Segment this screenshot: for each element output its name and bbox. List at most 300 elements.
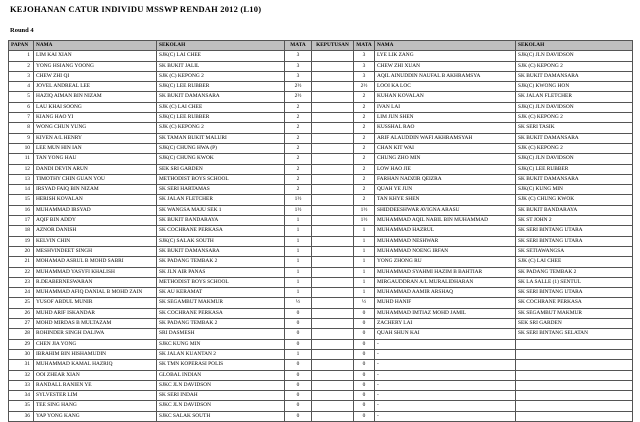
cell-keputusan	[312, 298, 354, 308]
cell-sekolah-white: METHODIST BOYS SCHOOL	[157, 277, 285, 287]
cell-nama-black: MUHAMMAD HAZRUL	[375, 226, 516, 236]
cell-sekolah-black	[516, 370, 633, 380]
cell-mata-white: 1½	[285, 195, 312, 205]
cell-nama-black: LOOI KA LOC	[375, 82, 516, 92]
cell-nama-black: CHAN KIT WAI	[375, 143, 516, 153]
cell-sekolah-black: SJK(C) JLN DAVIDSON	[516, 154, 633, 164]
cell-mata-white: 2	[285, 133, 312, 143]
cell-sekolah-black: SK ST JOHN 2	[516, 216, 633, 226]
cell-mata-black: 1	[354, 257, 375, 267]
cell-keputusan	[312, 133, 354, 143]
header-sekolah-white: SEKOLAH	[157, 41, 285, 51]
cell-mata-white: 1	[285, 236, 312, 246]
cell-papan: 15	[9, 195, 34, 205]
cell-papan: 12	[9, 164, 34, 174]
cell-nama-black: -	[375, 370, 516, 380]
cell-mata-white: 0	[285, 370, 312, 380]
cell-mata-black: 1½	[354, 205, 375, 215]
cell-sekolah-white: SJK(C) LEE RUBBER	[157, 82, 285, 92]
cell-mata-black: 2½	[354, 82, 375, 92]
cell-papan: 2	[9, 61, 34, 71]
cell-sekolah-black: SK COCHRANE PERKASA	[516, 298, 633, 308]
cell-nama-black: LYE LIK ZANG	[375, 51, 516, 61]
cell-mata-white: 0	[285, 329, 312, 339]
cell-mata-black: 2	[354, 133, 375, 143]
cell-mata-white: 2	[285, 143, 312, 153]
cell-sekolah-white: SK TAMAN BUKIT MALURI	[157, 133, 285, 143]
cell-papan: 33	[9, 380, 34, 390]
cell-nama-black: KUSSHAL RAO	[375, 123, 516, 133]
cell-nama-black: KUHAN KOVALAN	[375, 92, 516, 102]
cell-keputusan	[312, 349, 354, 359]
cell-nama-white: TIMOTHY CHIN GUAN YOU	[34, 174, 157, 184]
cell-papan: 18	[9, 226, 34, 236]
cell-mata-white: 1	[285, 267, 312, 277]
table-row	[9, 246, 633, 256]
cell-keputusan	[312, 102, 354, 112]
table-row	[9, 319, 633, 329]
cell-mata-black: 0	[354, 360, 375, 370]
table-row	[9, 195, 633, 205]
cell-papan: 26	[9, 308, 34, 318]
cell-keputusan	[312, 185, 354, 195]
cell-sekolah-white: SJKC JLN DAVIDSON	[157, 401, 285, 411]
cell-papan: 28	[9, 329, 34, 339]
cell-keputusan	[312, 236, 354, 246]
cell-sekolah-white: SJK(C) SALAK SOUTH	[157, 236, 285, 246]
cell-sekolah-black	[516, 411, 633, 421]
cell-nama-black: -	[375, 339, 516, 349]
pairings-table	[8, 40, 633, 422]
cell-mata-black: 0	[354, 339, 375, 349]
cell-papan: 23	[9, 277, 34, 287]
cell-sekolah-white: SJK (C) KEPONG 2	[157, 123, 285, 133]
cell-nama-white: LEE MUN HIN IAN	[34, 143, 157, 153]
table-row	[9, 339, 633, 349]
cell-nama-white: IRSYAD FAIQ BIN NIZAM	[34, 185, 157, 195]
table-row	[9, 267, 633, 277]
cell-nama-white: MESHVINDEET SINGH	[34, 246, 157, 256]
table-row	[9, 308, 633, 318]
header-nama-black: NAMA	[375, 41, 516, 51]
cell-nama-white: YAP YONG KANG	[34, 411, 157, 421]
cell-mata-black: 3	[354, 71, 375, 81]
cell-sekolah-black: SK SERI BINTANG UTARA	[516, 236, 633, 246]
cell-mata-white: 1	[285, 226, 312, 236]
cell-nama-white: AQIF BIN ADDY	[34, 216, 157, 226]
cell-sekolah-black	[516, 339, 633, 349]
cell-sekolah-white: SK BUKIT JALIL	[157, 61, 285, 71]
cell-nama-black: -	[375, 380, 516, 390]
cell-nama-black: LOW HAO JIE	[375, 164, 516, 174]
cell-mata-black: 0	[354, 308, 375, 318]
cell-sekolah-white: SK TMN KOPERASI POLIS	[157, 360, 285, 370]
cell-papan: 36	[9, 411, 34, 421]
header-sekolah-black: SEKOLAH	[516, 41, 633, 51]
cell-sekolah-white: SK COCHRANE PERKASA	[157, 226, 285, 236]
cell-papan: 29	[9, 339, 34, 349]
table-header-row	[9, 41, 633, 51]
cell-papan: 31	[9, 360, 34, 370]
cell-nama-white: DANDI DEVIN ARUN	[34, 164, 157, 174]
cell-papan: 21	[9, 257, 34, 267]
cell-mata-black: 2	[354, 123, 375, 133]
cell-sekolah-black: SJK (C) LAI CHEE	[516, 257, 633, 267]
cell-mata-black: 1	[354, 277, 375, 287]
cell-sekolah-white: SK PADANG TEMBAK 2	[157, 319, 285, 329]
cell-mata-black: 0	[354, 391, 375, 401]
cell-keputusan	[312, 71, 354, 81]
cell-sekolah-black: SK BUKIT DAMANSARA	[516, 71, 633, 81]
cell-mata-black: 1½	[354, 216, 375, 226]
cell-nama-white: AZNOR DANISH	[34, 226, 157, 236]
cell-nama-black: -	[375, 391, 516, 401]
cell-keputusan	[312, 123, 354, 133]
table-row	[9, 380, 633, 390]
table-row	[9, 329, 633, 339]
cell-keputusan	[312, 61, 354, 71]
cell-nama-white: R.DEABERNESWARAN	[34, 277, 157, 287]
table-row	[9, 82, 633, 92]
cell-keputusan	[312, 216, 354, 226]
table-row	[9, 164, 633, 174]
cell-nama-black: ARIF ALAUDDIN WAFI AKHRAMSYAH	[375, 133, 516, 143]
cell-nama-white: KIVEN A/L HENRY	[34, 133, 157, 143]
cell-nama-black: YONG ZHONG RU	[375, 257, 516, 267]
cell-sekolah-white: SJK(C) CHUNG KWOK	[157, 154, 285, 164]
cell-mata-black: ½	[354, 298, 375, 308]
cell-mata-white: 0	[285, 411, 312, 421]
cell-mata-black: 3	[354, 51, 375, 61]
cell-mata-black: 0	[354, 380, 375, 390]
cell-sekolah-black: SK BUKIT BANDARAYA	[516, 205, 633, 215]
cell-keputusan	[312, 82, 354, 92]
cell-nama-white: MOHD MIRDAS B MULTAZAM	[34, 319, 157, 329]
cell-nama-black: MUHAMMAD AQIL NABIL BIN MUHAMMAD	[375, 216, 516, 226]
table-row	[9, 216, 633, 226]
cell-nama-white: MUHAMMAD AFIQ DANIAL B MOHD ZAIN	[34, 288, 157, 298]
cell-keputusan	[312, 205, 354, 215]
cell-keputusan	[312, 391, 354, 401]
cell-keputusan	[312, 308, 354, 318]
cell-keputusan	[312, 360, 354, 370]
cell-mata-black: 2	[354, 92, 375, 102]
cell-keputusan	[312, 329, 354, 339]
cell-sekolah-white: SK JALAN FLETCHER	[157, 195, 285, 205]
cell-mata-black: 2	[354, 154, 375, 164]
table-body	[9, 51, 633, 422]
cell-nama-white: YUSOF ABDUL MUNIR	[34, 298, 157, 308]
cell-nama-black: MUHAMMAD NESHWAR	[375, 236, 516, 246]
cell-mata-black: 1	[354, 226, 375, 236]
cell-mata-black: 0	[354, 319, 375, 329]
cell-nama-white: JOVEL ANDREAL LEE	[34, 82, 157, 92]
cell-papan: 27	[9, 319, 34, 329]
table-row	[9, 174, 633, 184]
cell-mata-white: 1	[285, 277, 312, 287]
cell-sekolah-black	[516, 360, 633, 370]
cell-mata-black: 1	[354, 236, 375, 246]
cell-papan: 17	[9, 216, 34, 226]
cell-keputusan	[312, 113, 354, 123]
cell-mata-white: 3	[285, 61, 312, 71]
header-papan: PAPAN	[9, 41, 34, 51]
cell-sekolah-white: SEK SRI GARDEN	[157, 164, 285, 174]
table-row	[9, 277, 633, 287]
cell-nama-black: -	[375, 401, 516, 411]
table-row	[9, 205, 633, 215]
cell-mata-white: 2	[285, 185, 312, 195]
table-row	[9, 411, 633, 421]
cell-keputusan	[312, 92, 354, 102]
cell-papan: 8	[9, 123, 34, 133]
cell-keputusan	[312, 370, 354, 380]
cell-nama-black: TAN KHYE SHEN	[375, 195, 516, 205]
cell-nama-black: QUAH YE JUN	[375, 185, 516, 195]
cell-keputusan	[312, 339, 354, 349]
cell-sekolah-white: SJKC JLN DAVIDSON	[157, 380, 285, 390]
cell-mata-white: 0	[285, 360, 312, 370]
header-keputusan: KEPUTUSAN	[312, 41, 354, 51]
cell-sekolah-black: SJK (C) KEPONG 2	[516, 61, 633, 71]
cell-mata-white: 2	[285, 164, 312, 174]
cell-mata-black: 2	[354, 185, 375, 195]
table-row	[9, 61, 633, 71]
cell-nama-black: MIRGAUDDRAN A/L MURALIDHARAN	[375, 277, 516, 287]
table-row	[9, 401, 633, 411]
cell-nama-black: -	[375, 360, 516, 370]
table-row	[9, 92, 633, 102]
cell-nama-black: LIM JUN SHEN	[375, 113, 516, 123]
cell-sekolah-white: SK PADANG TEMBAK 2	[157, 257, 285, 267]
cell-sekolah-black: SK BUKIT DAMANSARA	[516, 133, 633, 143]
cell-nama-white: MUHAMMAD IRSYAD	[34, 205, 157, 215]
cell-keputusan	[312, 277, 354, 287]
cell-keputusan	[312, 143, 354, 153]
cell-sekolah-black: SJK (C) CHUNG KWOK	[516, 195, 633, 205]
cell-nama-black: -	[375, 349, 516, 359]
cell-nama-white: OOI ZHEAR XIAN	[34, 370, 157, 380]
cell-nama-black: IVAN LAI	[375, 102, 516, 112]
cell-sekolah-black: SK SERI BINTANG UTARA	[516, 288, 633, 298]
cell-mata-white: 1	[285, 246, 312, 256]
table-row	[9, 102, 633, 112]
table-row	[9, 71, 633, 81]
cell-keputusan	[312, 288, 354, 298]
cell-sekolah-white: SK COCHRANE PERKASA	[157, 308, 285, 318]
header-mata-white: MATA	[285, 41, 312, 51]
cell-keputusan	[312, 257, 354, 267]
table-row	[9, 113, 633, 123]
cell-sekolah-black: SK SEGAMBUT MAKMUR	[516, 308, 633, 318]
cell-papan: 1	[9, 51, 34, 61]
cell-sekolah-white: SJKC SALAK SOUTH	[157, 411, 285, 421]
cell-mata-white: 2	[285, 113, 312, 123]
cell-mata-white: ½	[285, 298, 312, 308]
cell-sekolah-black	[516, 349, 633, 359]
cell-sekolah-white: SK JLN AIR PANAS	[157, 267, 285, 277]
cell-mata-black: 0	[354, 401, 375, 411]
cell-papan: 4	[9, 82, 34, 92]
cell-keputusan	[312, 246, 354, 256]
cell-sekolah-black: SK SERI BINTANG UTARA	[516, 226, 633, 236]
cell-sekolah-black: SK SETIAWANGSA	[516, 246, 633, 256]
cell-papan: 32	[9, 370, 34, 380]
table-row	[9, 349, 633, 359]
cell-keputusan	[312, 154, 354, 164]
cell-keputusan	[312, 401, 354, 411]
table-row	[9, 123, 633, 133]
cell-mata-white: 0	[285, 319, 312, 329]
cell-sekolah-white: SK SEGAMBUT MAKMUR	[157, 298, 285, 308]
cell-keputusan	[312, 51, 354, 61]
cell-papan: 5	[9, 92, 34, 102]
cell-papan: 35	[9, 401, 34, 411]
cell-sekolah-black: SJK (C) KEPONG 2	[516, 143, 633, 153]
cell-sekolah-white: SK BUKIT BANDARAYA	[157, 216, 285, 226]
cell-mata-white: 2	[285, 123, 312, 133]
cell-mata-white: 1½	[285, 205, 312, 215]
cell-mata-white: 3	[285, 51, 312, 61]
cell-nama-white: TAN YONG HAU	[34, 154, 157, 164]
cell-mata-black: 2	[354, 102, 375, 112]
cell-mata-black: 2	[354, 195, 375, 205]
cell-sekolah-black: SJK(C) KWONG HON	[516, 82, 633, 92]
cell-sekolah-black: SK SERI BINTANG SELATAN	[516, 329, 633, 339]
document-title: KEJOHANAN CATUR INDIVIDU MSSWP RENDAH 2012 (L10)	[10, 4, 262, 14]
cell-nama-black: QUAH SHUN KAI	[375, 329, 516, 339]
cell-sekolah-black: SJK(C) KUNG MIN	[516, 185, 633, 195]
cell-papan: 9	[9, 133, 34, 143]
cell-sekolah-white: SK WANGSA MAJU SEK 1	[157, 205, 285, 215]
cell-mata-white: 3	[285, 71, 312, 81]
table-row	[9, 391, 633, 401]
table-row	[9, 298, 633, 308]
cell-mata-black: 0	[354, 411, 375, 421]
cell-papan: 13	[9, 174, 34, 184]
cell-mata-white: 2	[285, 174, 312, 184]
cell-papan: 14	[9, 185, 34, 195]
cell-mata-black: 1	[354, 267, 375, 277]
cell-nama-white: WONG CHUN YUNG	[34, 123, 157, 133]
cell-nama-white: LIM KAI XIAN	[34, 51, 157, 61]
cell-mata-white: 0	[285, 391, 312, 401]
cell-mata-white: 1	[285, 349, 312, 359]
cell-nama-white: HERISH KOVALAN	[34, 195, 157, 205]
cell-papan: 24	[9, 288, 34, 298]
table-row	[9, 51, 633, 61]
cell-sekolah-black: SK BUKIT DAMANSARA	[516, 174, 633, 184]
cell-papan: 25	[9, 298, 34, 308]
cell-nama-white: LAU KHAI SOONG	[34, 102, 157, 112]
cell-mata-white: 2½	[285, 82, 312, 92]
table-row	[9, 360, 633, 370]
cell-nama-white: MUHAMMAD KAMAL HAZRIQ	[34, 360, 157, 370]
cell-nama-black: ZACHERY LAI	[375, 319, 516, 329]
cell-nama-black: MUHAMMAD NOENG IRFAN	[375, 246, 516, 256]
cell-nama-black: AQIL AINUDDIN NAUFAL B AKHRAMSYA	[375, 71, 516, 81]
table-row	[9, 226, 633, 236]
table-row	[9, 370, 633, 380]
cell-sekolah-white: SJK (C) KEPONG 2	[157, 71, 285, 81]
cell-mata-black: 1	[354, 288, 375, 298]
cell-sekolah-black	[516, 391, 633, 401]
cell-sekolah-white: METHODIST BOYS SCHOOL	[157, 174, 285, 184]
cell-nama-white: HAZIQ AIMAN BIN NIZAM	[34, 92, 157, 102]
cell-sekolah-black: SJK(C) JLN DAVIDSON	[516, 51, 633, 61]
table-row	[9, 257, 633, 267]
cell-mata-white: 0	[285, 308, 312, 318]
cell-nama-black: SHIDDEESHWAR AVIGNA ARASU	[375, 205, 516, 215]
round-label: Round 4	[10, 27, 34, 34]
cell-mata-black: 0	[354, 370, 375, 380]
cell-nama-white: KIANG HAO YI	[34, 113, 157, 123]
cell-nama-white: RANDALL RANIEN YE	[34, 380, 157, 390]
cell-sekolah-white: SK BUKIT DAMANSARA	[157, 246, 285, 256]
cell-nama-black: -	[375, 411, 516, 421]
cell-nama-white: CHEW ZHI QI	[34, 71, 157, 81]
cell-mata-black: 1	[354, 246, 375, 256]
cell-sekolah-white: SJK (C) LAI CHEE	[157, 102, 285, 112]
cell-keputusan	[312, 411, 354, 421]
cell-mata-black: 2	[354, 174, 375, 184]
cell-papan: 3	[9, 71, 34, 81]
table-row	[9, 154, 633, 164]
cell-mata-black: 0	[354, 329, 375, 339]
cell-mata-black: 2	[354, 164, 375, 174]
cell-nama-black: FARHAN NADZIR QEIZRA	[375, 174, 516, 184]
cell-mata-black: 2	[354, 113, 375, 123]
header-nama-white: NAMA	[34, 41, 157, 51]
cell-papan: 30	[9, 349, 34, 359]
cell-nama-white: ROHINDER SINGH DALIWA	[34, 329, 157, 339]
cell-sekolah-white: SK BUKIT DAMANSARA	[157, 92, 285, 102]
cell-sekolah-white: GLOBAL INDIAN	[157, 370, 285, 380]
cell-mata-white: 1	[285, 216, 312, 226]
cell-papan: 34	[9, 391, 34, 401]
cell-sekolah-black	[516, 401, 633, 411]
cell-sekolah-white: SK SERI HARTAMAS	[157, 185, 285, 195]
cell-nama-black: MUHAMMAD SYAHMI HAZIM B BAHTIAR	[375, 267, 516, 277]
table-row	[9, 288, 633, 298]
cell-mata-black: 0	[354, 349, 375, 359]
cell-papan: 19	[9, 236, 34, 246]
cell-sekolah-white: SJK(C) CHUNG HWA (P)	[157, 143, 285, 153]
cell-nama-white: MOHAMAD ASRUL B MOHD SABRI	[34, 257, 157, 267]
cell-papan: 10	[9, 143, 34, 153]
cell-sekolah-white: SK AU KERAMAT	[157, 288, 285, 298]
cell-nama-white: TEE SING HANG	[34, 401, 157, 411]
cell-papan: 20	[9, 246, 34, 256]
cell-sekolah-black: SK SERI TASIK	[516, 123, 633, 133]
cell-papan: 11	[9, 154, 34, 164]
cell-sekolah-white: SJK(C) LEE RUBBER	[157, 113, 285, 123]
cell-sekolah-black: SK PADANG TEMBAK 2	[516, 267, 633, 277]
cell-sekolah-white: SRI DASMESH	[157, 329, 285, 339]
cell-keputusan	[312, 267, 354, 277]
cell-sekolah-white: SK JALAN KUANTAN 2	[157, 349, 285, 359]
cell-sekolah-white: SJKC KUNG MIN	[157, 339, 285, 349]
cell-nama-black: MUHAMMAD AAMIR ARSHAQ	[375, 288, 516, 298]
cell-sekolah-white: SJK(C) LAI CHEE	[157, 51, 285, 61]
cell-papan: 22	[9, 267, 34, 277]
header-mata-black: MATA	[354, 41, 375, 51]
cell-sekolah-black	[516, 380, 633, 390]
cell-keputusan	[312, 164, 354, 174]
cell-keputusan	[312, 380, 354, 390]
cell-sekolah-white: SK SERI INDAH	[157, 391, 285, 401]
cell-nama-white: MUHD ARIF ISKANDAR	[34, 308, 157, 318]
